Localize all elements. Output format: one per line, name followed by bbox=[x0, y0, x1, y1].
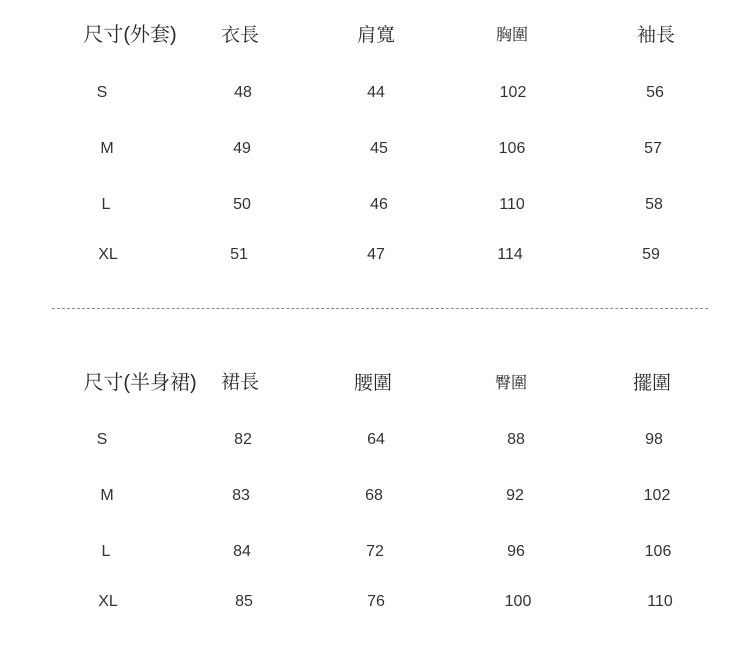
table-cell: 76 bbox=[367, 593, 385, 610]
size-label: M bbox=[100, 140, 114, 157]
jacket-header-shoulder: 肩寬 bbox=[356, 25, 396, 46]
skirt-header-waist: 腰圍 bbox=[353, 373, 393, 394]
jacket-header-sleeve: 袖長 bbox=[636, 25, 676, 46]
table-cell: 58 bbox=[645, 196, 663, 213]
jacket-header-length: 衣長 bbox=[220, 25, 260, 46]
table-cell: 56 bbox=[646, 84, 664, 101]
size-label: S bbox=[96, 431, 108, 448]
table-cell: 106 bbox=[498, 140, 526, 157]
table-cell: 102 bbox=[643, 487, 671, 504]
table-cell: 49 bbox=[233, 140, 251, 157]
size-label: XL bbox=[98, 593, 118, 610]
size-label: L bbox=[101, 543, 111, 560]
table-cell: 48 bbox=[234, 84, 252, 101]
table-cell: 92 bbox=[506, 487, 524, 504]
skirt-header-hem: 擺圍 bbox=[632, 373, 672, 394]
jacket-header-chest: 胸圍 bbox=[495, 27, 529, 44]
table-cell: 50 bbox=[233, 196, 251, 213]
table-cell: 114 bbox=[497, 246, 523, 263]
table-cell: 98 bbox=[645, 431, 663, 448]
table-cell: 88 bbox=[507, 431, 525, 448]
section-divider bbox=[52, 308, 708, 309]
table-cell: 46 bbox=[370, 196, 388, 213]
table-cell: 106 bbox=[644, 543, 672, 560]
table-cell: 100 bbox=[504, 593, 532, 610]
skirt-header-size: 尺寸(半身裙) bbox=[83, 372, 197, 394]
size-label: XL bbox=[98, 246, 118, 263]
table-cell: 102 bbox=[499, 84, 527, 101]
table-cell: 68 bbox=[365, 487, 383, 504]
table-cell: 72 bbox=[366, 543, 384, 560]
skirt-header-hip: 臀圍 bbox=[494, 375, 528, 392]
skirt-header-length: 裙長 bbox=[220, 372, 260, 393]
table-cell: 45 bbox=[370, 140, 388, 157]
table-cell: 84 bbox=[233, 543, 251, 560]
table-cell: 96 bbox=[507, 543, 525, 560]
table-cell: 110 bbox=[499, 196, 525, 213]
table-cell: 82 bbox=[234, 431, 252, 448]
size-label: M bbox=[100, 487, 114, 504]
table-cell: 47 bbox=[367, 246, 385, 263]
table-cell: 51 bbox=[230, 246, 248, 263]
jacket-header-size: 尺寸(外套) bbox=[83, 24, 177, 46]
table-cell: 57 bbox=[644, 140, 662, 157]
table-cell: 64 bbox=[367, 431, 385, 448]
size-label: L bbox=[101, 196, 111, 213]
table-cell: 85 bbox=[235, 593, 253, 610]
table-cell: 59 bbox=[642, 246, 660, 263]
size-label: S bbox=[96, 84, 108, 101]
table-cell: 44 bbox=[367, 84, 385, 101]
table-cell: 110 bbox=[647, 593, 673, 610]
table-cell: 83 bbox=[232, 487, 250, 504]
